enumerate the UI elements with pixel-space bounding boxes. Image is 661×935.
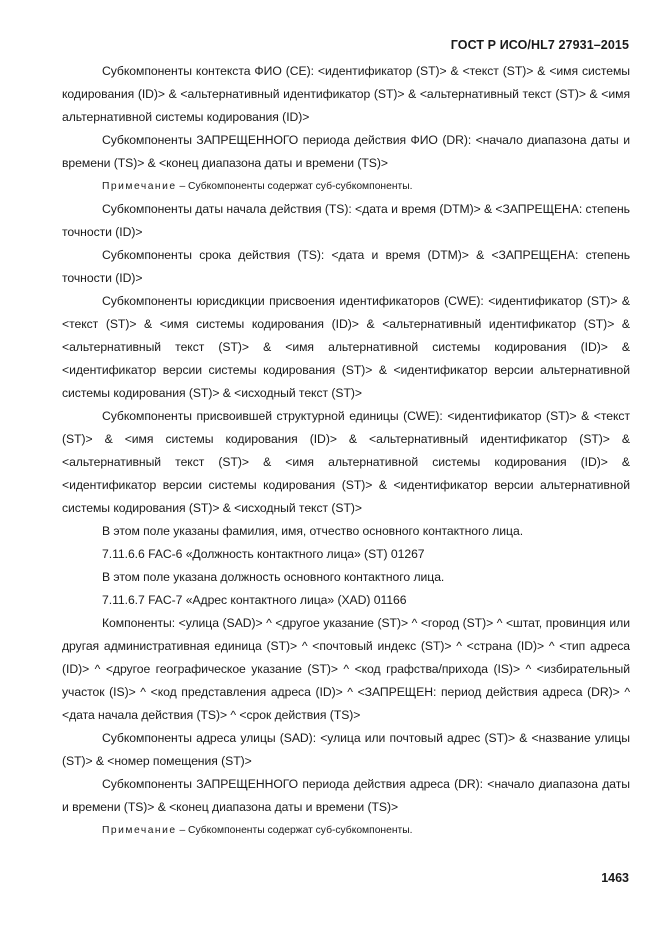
section-heading-fac-7: 7.11.6.7 FAC-7 «Адрес контактного лица» (XAD) 01166 [102, 593, 407, 607]
note [62, 175, 630, 198]
note-label: Примечание [102, 825, 177, 836]
paragraph-jurisdiction-subcomponents: Субкомпоненты юрисдикции присвоения идентификаторов (CWE): <идентификатор (ST)> & <текст (ST)> & <имя системы кодирования (ID)> & <альтернативный идентификатор (ST)> & <альтернативный текст (ST)> & <имя альтернативной системы кодирования (ID)> & <идентификатор версии системы кодирования (ST)> & <идентификатор версии альтернативной системы кодирования (ST)> & <исходный текст (ST)> [62, 294, 630, 400]
paragraph-dr-name-subcomponents: Субкомпоненты ЗАПРЕЩЕННОГО периода действия ФИО (DR): <начало диапазона даты и времени (TS)> & <конец диапазона даты и времени (TS)> [62, 133, 630, 170]
paragraph-sad-subcomponents: Субкомпоненты адреса улицы (SAD): <улица или почтовый адрес (ST)> & <название улицы (ST)> & <номер помещения (ST)> [62, 731, 630, 768]
paragraph-contact-title-desc: В этом поле указана должность основного контактного лица. [102, 570, 445, 584]
paragraph-assigning-unit-subcomponents: Субкомпоненты присвоившей структурной единицы (CWE): <идентификатор (ST)> & <текст (ST)> & <имя системы кодирования (ID)> & <альтернативный идентификатор (ST)> & <альтернативный текст (ST)> & <имя альтернативной системы кодирования (ID)> & <идентификатор версии системы кодирования (ST)> & <идентификатор версии альтернативной системы кодирования (ST)> & <исходный текст (ST)> [62, 409, 630, 515]
note-label: Примечание [102, 181, 177, 192]
page-number: 1463 [601, 871, 629, 885]
document-header: ГОСТ Р ИСО/HL7 27931–2015 [450, 38, 629, 52]
page-body [62, 60, 630, 842]
section-heading-fac-6: 7.11.6.6 FAC-6 «Должность контактного лица» (ST) 01267 [102, 547, 425, 561]
paragraph-dr-address-subcomponents: Субкомпоненты ЗАПРЕЩЕННОГО периода действия адреса (DR): <начало диапазона даты и времени (TS)> & <конец диапазона даты и времени (TS)> [62, 777, 630, 814]
paragraph-ce-subcomponents: Субкомпоненты контекста ФИО (CE): <идентификатор (ST)> & <текст (ST)> & <имя системы кодирования (ID)> & <альтернативный идентификатор (ST)> & <альтернативный текст (ST)> & <имя альтернативной системы кодирования (ID)> [62, 64, 630, 124]
paragraph-contact-name-desc: В этом поле указаны фамилия, имя, отчество основного контактного лица. [102, 524, 524, 538]
note-text: – Субкомпоненты содержат суб-субкомпоненты. [176, 825, 413, 836]
paragraph-expiry-subcomponents: Субкомпоненты срока действия (TS): <дата и время (DTM)> & <ЗАПРЕЩЕНА: степень точности (ID)> [62, 248, 630, 285]
note-text: – Субкомпоненты содержат суб-субкомпоненты. [176, 181, 413, 192]
note [62, 819, 630, 842]
paragraph-start-date-subcomponents: Субкомпоненты даты начала действия (TS): <дата и время (DTM)> & <ЗАПРЕЩЕНА: степень точности (ID)> [62, 202, 630, 239]
paragraph-address-components: Компоненты: <улица (SAD)> ^ <другое указание (ST)> ^ <город (ST)> ^ <штат, провинция или другая административная единица (ST)> ^ <почтовый индекс (ST)> ^ <страна (ID)> ^ <тип адреса (ID)> ^ <другое географическое указание (ST)> ^ <код графства/прихода (IS)> ^ <избирательный участок (IS)> ^ <код представления адреса (ID)> ^ <ЗАПРЕЩЕН: период действия адреса (DR)> ^ <дата начала действия (TS)> ^ <срок действия (TS)> [62, 616, 630, 722]
